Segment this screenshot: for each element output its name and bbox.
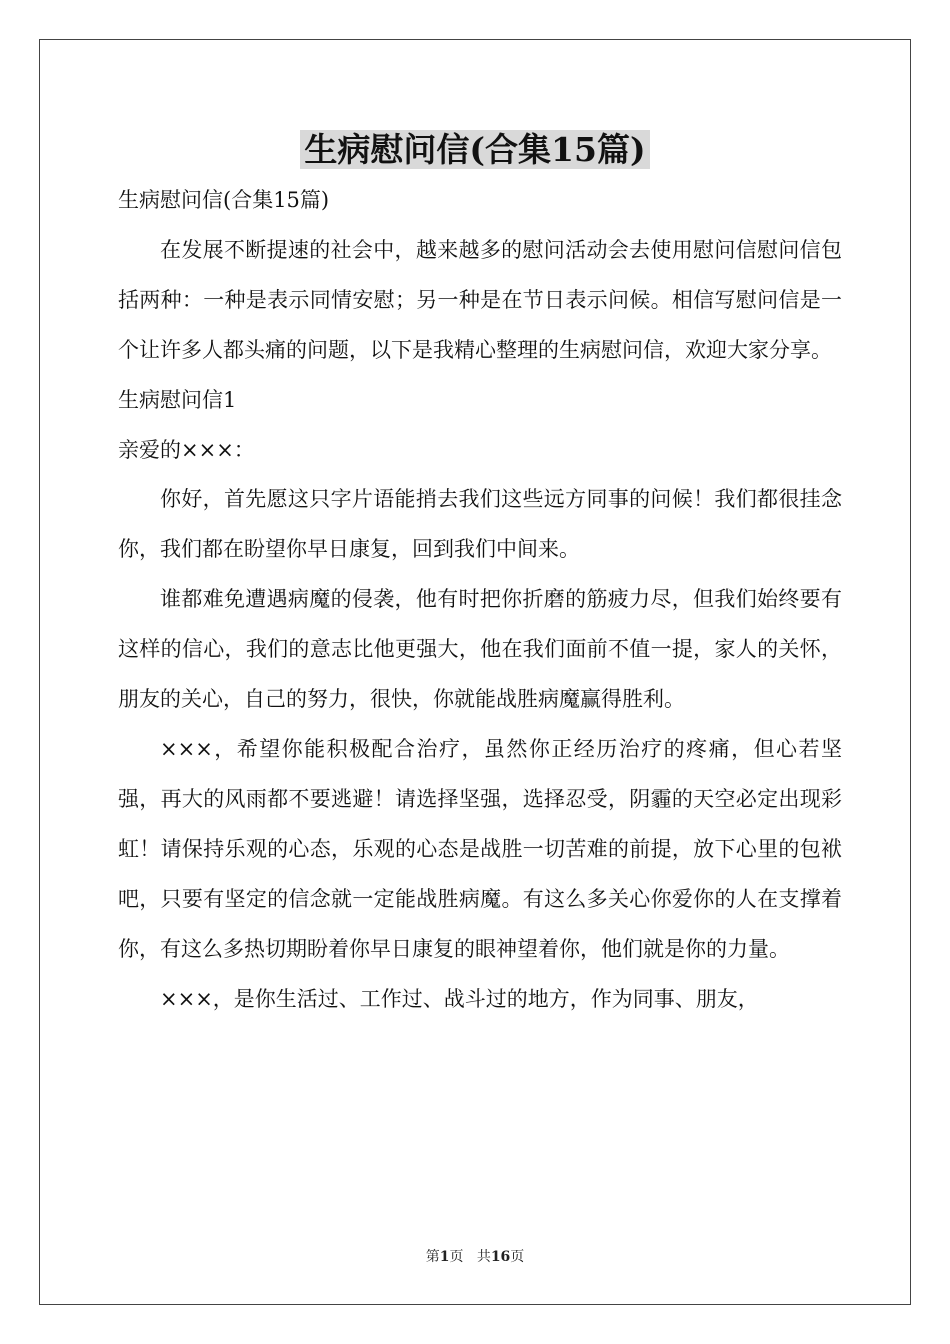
letter-paragraph: 你好，首先愿这只字片语能捎去我们这些远方同事的问候！我们都很挂念你，我们都在盼望你早日康复，回到我们中间来。 (118, 487, 842, 562)
document-subtitle: 生病慰问信(合集15篇) (118, 188, 330, 212)
document-title-text: 生病慰问信(合集15篇) (300, 130, 649, 169)
page-suffix: 页 (449, 1249, 464, 1265)
intro-paragraph: 在发展不断提速的社会中，越来越多的慰问活动会去使用慰问信慰问信包括两种：一种是表示同情安慰；另一种是在节日表示问候。相信写慰问信是一个让许多人都头痛的问题，以下是我精心整理的生病慰问信，欢迎大家分享。 (118, 237, 842, 362)
page-prefix: 第 (425, 1249, 440, 1265)
total-prefix: 共 (476, 1249, 491, 1265)
document-body (118, 176, 842, 1024)
letter-paragraph: ×××，是你生活过、工作过、战斗过的地方，作为同事、朋友， (160, 986, 759, 1011)
letter-paragraph: ×××，希望你能积极配合治疗，虽然你正经历治疗的疼痛，但心若坚强，再大的风雨都不要逃避！请选择坚强，选择忍受，阴霾的天空必定出现彩虹！请保持乐观的心态，乐观的心态是战胜一切苦难的前提，放下心里的包袱吧，只要有坚定的信念就一定能战胜病魔。有这么多关心你爱你的人在支撑着你，有这么多热切期盼着你早日康复的眼神望着你，他们就是你的力量。 (118, 736, 842, 961)
page-number: 1 (439, 1249, 450, 1265)
document-title (0, 128, 950, 172)
total-pages: 16 (490, 1249, 511, 1265)
page-footer (0, 1248, 950, 1266)
total-suffix: 页 (510, 1249, 525, 1265)
section-heading: 生病慰问信1 (118, 387, 237, 412)
letter-salutation: 亲爱的×××： (118, 437, 255, 462)
letter-paragraph: 谁都难免遭遇病魔的侵袭，他有时把你折磨的筋疲力尽，但我们始终要有这样的信心，我们的意志比他更强大，他在我们面前不值一提，家人的关怀，朋友的关心，自己的努力，很快，你就能战胜病魔赢得胜利。 (118, 587, 842, 712)
